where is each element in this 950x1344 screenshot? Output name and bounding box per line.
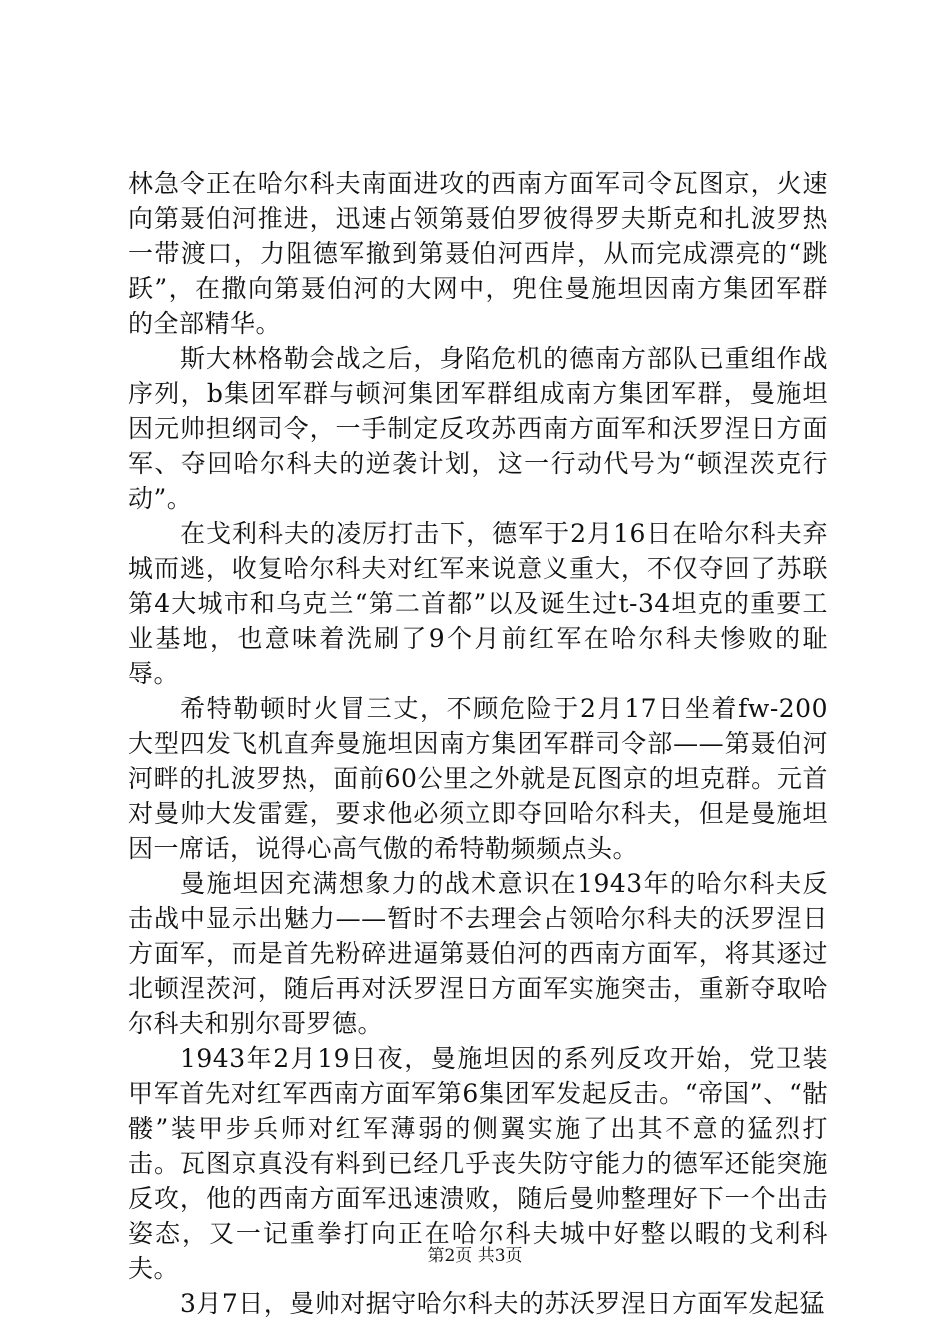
paragraph-6: 1943年2月19日夜，曼施坦因的系列反攻开始，党卫装甲军首先对红军西南方面军第6集团军发起反击。“帝国”、“骷髅”装甲步兵师对红军薄弱的侧翼实施了出其不意的猛烈打击。瓦图京真没有料到已经几乎丧失防守能力的德军还能突施反攻，他的西南方面军迅速溃败，随后曼帅整理好下一个出击姿态，又一记重拳打向正在哈尔科夫城中好整以暇的戈利科夫。 — [128, 1044, 828, 1283]
document-body — [128, 166, 828, 1321]
paragraph-3: 在戈利科夫的凌厉打击下，德军于2月16日在哈尔科夫弃城而逃，收复哈尔科夫对红军来说意义重大，不仅夺回了苏联第4大城市和乌克兰“第二首都”以及诞生过t-34坦克的重要工业基地，也意味着洗刷了9个月前红军在哈尔科夫惨败的耻辱。 — [128, 519, 828, 688]
paragraph-4: 希特勒顿时火冒三丈，不顾危险于2月17日坐着fw-200大型四发飞机直奔曼施坦因南方集团军群司令部——第聂伯河河畔的扎波罗热，面前60公里之外就是瓦图京的坦克群。元首对曼帅大发雷霆，要求他必须立即夺回哈尔科夫，但是曼施坦因一席话，说得心高气傲的希特勒频频点头。 — [128, 694, 828, 863]
paragraph-7: 3月7日，曼帅对据守哈尔科夫的苏沃罗涅日方面军发起猛 — [180, 1289, 825, 1318]
paragraph-1: 林急令正在哈尔科夫南面进攻的西南方面军司令瓦图京，火速向第聂伯河推进，迅速占领第聂伯罗彼得罗夫斯克和扎波罗热一带渡口，力阻德军撤到第聂伯河西岸，从而完成漂亮的“跳跃”，在撒向第聂伯河的大网中，兜住曼施坦因南方集团军群的全部精华。 — [128, 169, 828, 338]
paragraph-2: 斯大林格勒会战之后，身陷危机的德南方部队已重组作战序列，b集团军群与顿河集团军群组成南方集团军群，曼施坦因元帅担纲司令，一手制定反攻苏西南方面军和沃罗涅日方面军、夺回哈尔科夫的逆袭计划，这一行动代号为“顿涅茨克行动”。 — [128, 344, 828, 513]
page-footer: 第2页 共3页 — [427, 1246, 523, 1266]
paragraph-5: 曼施坦因充满想象力的战术意识在1943年的哈尔科夫反击战中显示出魅力——暂时不去理会占领哈尔科夫的沃罗涅日方面军，而是首先粉碎进逼第聂伯河的西南方面军，将其逐过北顿涅茨河，随后再对沃罗涅日方面军实施突击，重新夺取哈尔科夫和别尔哥罗德。 — [128, 869, 828, 1038]
